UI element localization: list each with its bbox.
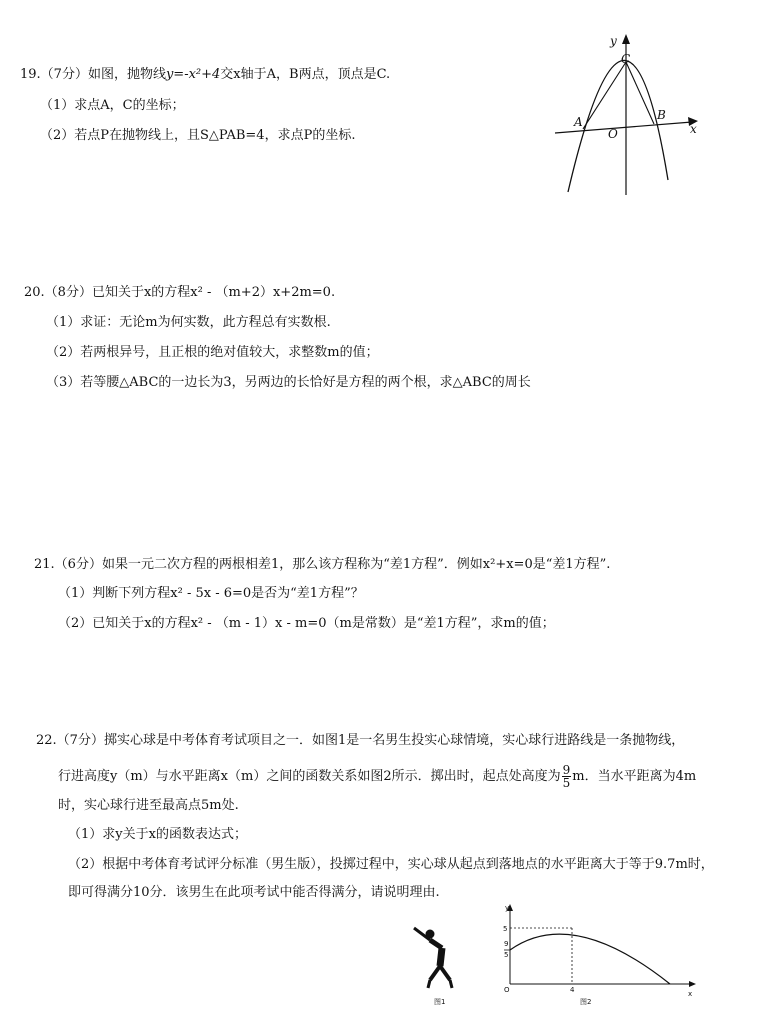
q21-heading: 21.（6分）如果一元二次方程的两根相差1，那么该方程称为“差1方程”．例如x²+x=0是“差1方程”. (34, 557, 611, 572)
fig2-origin-label: O (504, 986, 510, 994)
fig2-x-label: x (688, 990, 693, 998)
q20-part2: （2）若两根异号，且正根的绝对值较大，求整数m的值； (46, 345, 379, 360)
fig2-tick-5: 5 (503, 925, 508, 933)
q21-part1: （1）判断下列方程x² - 5x - 6=0是否为“差1方程”？ (58, 586, 364, 601)
fig19-x-label: x (690, 122, 697, 136)
q22-part1: （1）求y关于x的函数表达式； (68, 827, 247, 842)
parabola-figure-19 (550, 30, 710, 200)
fig19-O-label: O (608, 127, 618, 141)
fig2-frac-num: 9 (504, 940, 509, 948)
q22-line3: 时，实心球行进至最高点5m处. (58, 798, 239, 813)
q22-line1: 22.（7分）掷实心球是中考体育考试项目之一．如图1是一名男生投实心球情境，实心球行进路线是一条抛物线， (36, 733, 685, 748)
fig19-B-label: B (657, 108, 666, 122)
figure1-caption: 图1 (434, 998, 446, 1006)
fig2-y-label: y (505, 904, 510, 912)
figure2-graph (496, 900, 706, 1020)
fig2-tick-4: 4 (570, 986, 575, 994)
fraction-nine-fifths: $\frac{9}{5}$ (562, 763, 571, 790)
q22-line2: 行进高度y（m）与水平距离x（m）之间的函数关系如图2所示．掷出时，起点处高度为 $\frac{9}{5}$ m．当水平距离为4m (58, 763, 697, 790)
q22-part3: 即可得满分10分．该男生在此项考试中能否得满分，请说明理由. (68, 885, 440, 900)
fig19-A-label: A (574, 115, 583, 129)
q22-part2: （2）根据中考体育考试评分标准（男生版），投掷过程中，实心球从起点到落地点的水平距离大于等于9.7m时， (68, 857, 714, 872)
fig2-frac-den: 5 (504, 951, 509, 959)
q19-heading: 19.（7分）如图，抛物线y=-x²+4交x轴于A，B两点，顶点是C. (20, 67, 391, 82)
q19-part1: （1）求点A，C的坐标； (40, 98, 185, 113)
fig19-C-label: C (621, 52, 631, 66)
fig19-y-label: y (610, 34, 617, 48)
q21-part2: （2）已知关于x的方程x² - （m - 1）x - m=0（m是常数）是“差1方程”，求m的值； (58, 616, 555, 631)
q20-part3: （3）若等腰△ABC的一边长为3，另两边的长恰好是方程的两个根，求△ABC的周长 (46, 375, 531, 390)
q19-part2: （2）若点P在抛物线上，且S△PAB=4，求点P的坐标. (40, 128, 356, 143)
q20-part1: （1）求证：无论m为何实数，此方程总有实数根. (46, 315, 331, 330)
figure1-thrower (400, 918, 470, 1018)
q20-heading: 20.（8分）已知关于x的方程x² - （m+2）x+2m=0. (24, 285, 336, 300)
figure2-caption: 图2 (580, 998, 592, 1006)
